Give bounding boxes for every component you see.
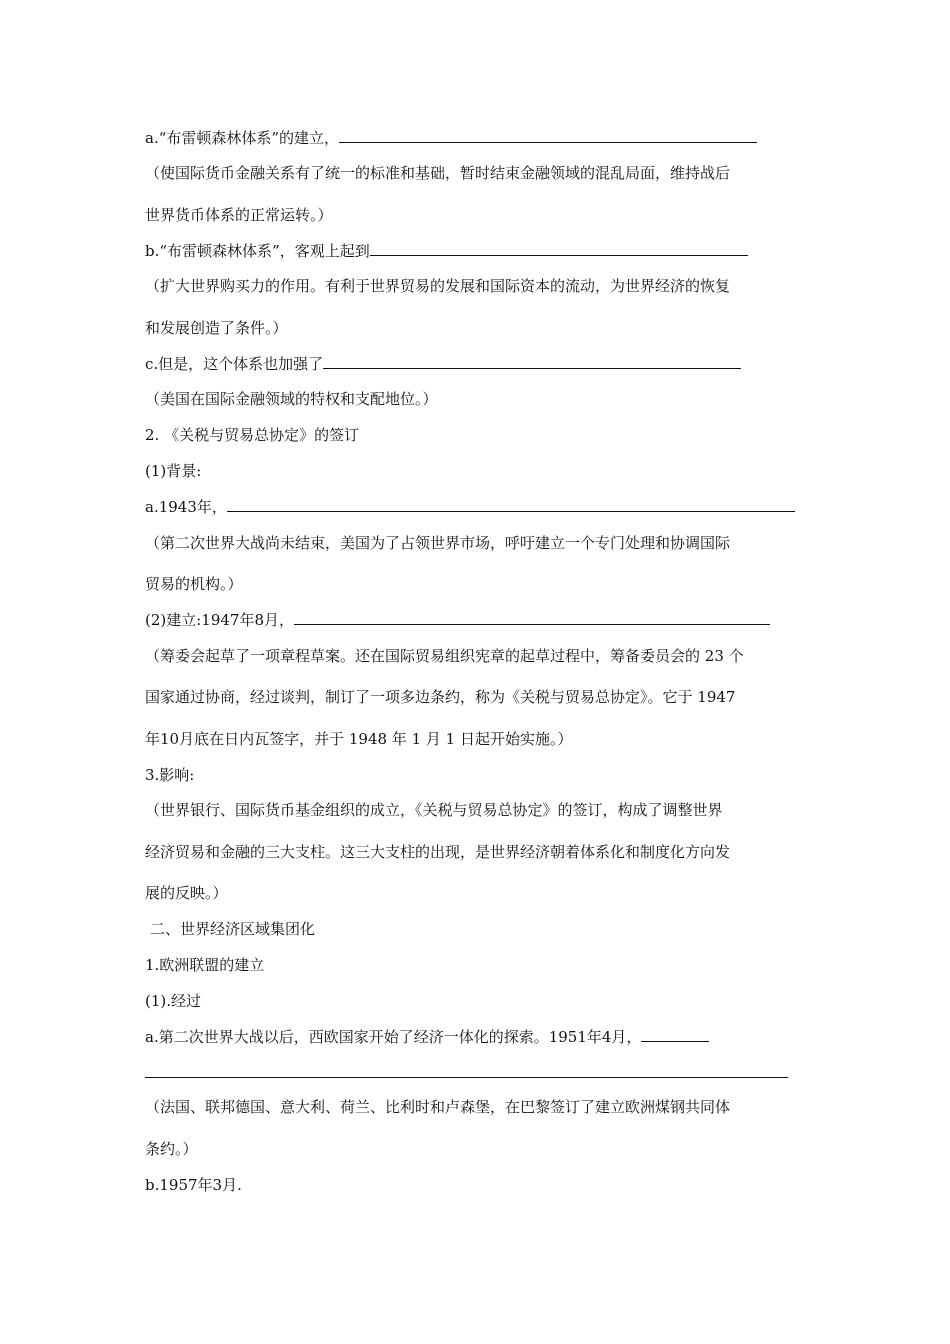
answer-text: （筹委会起草了一项章程草案。还在国际贸易组织宪章的起草过程中，筹备委员会的 23 个	[145, 647, 744, 665]
question-a-1951	[145, 1027, 709, 1049]
impact-label: 3.影响:	[145, 766, 195, 784]
background-label: (1)背景:	[145, 462, 202, 480]
answer-text: 条约。）	[145, 1140, 198, 1158]
section-heading-regional: 二、世界经济区域集团化	[150, 920, 316, 938]
answer-text: 贸易的机构。）	[145, 575, 243, 593]
question-text: a.“布雷顿森林体系”的建立，	[145, 129, 340, 147]
answer-blank	[641, 1027, 709, 1042]
answer-text: 世界货币体系的正常运转。）	[145, 206, 333, 224]
answer-text: 展的反映。）	[145, 884, 228, 902]
question-a-1943	[145, 497, 795, 519]
question-text: b.“布雷顿森林体系”，客观上起到	[145, 242, 370, 260]
answer-blank	[294, 610, 770, 625]
question-a-bretton	[145, 128, 757, 150]
question-text: c.但是，这个体系也加强了	[145, 355, 324, 373]
answer-text: （世界银行、国际货币基金组织的成立，《关税与贸易总协定》的签订，构成了调整世界	[145, 801, 723, 819]
answer-blank	[323, 354, 741, 369]
section-heading-gatt: 2. 《关税与贸易总协定》的签订	[145, 426, 360, 444]
answer-text: 和发展创造了条件。）	[145, 319, 288, 337]
answer-text: （法国、联邦德国、意大利、荷兰、比利时和卢森堡，在巴黎签订了建立欧洲煤钢共同体	[145, 1098, 731, 1116]
answer-text: （扩大世界购买力的作用。有利于世界贸易的发展和国际资本的流动，为世界经济的恢复	[145, 277, 731, 295]
question-c	[145, 354, 741, 376]
question-b-bretton	[145, 241, 748, 263]
answer-text: 经济贸易和金融的三大支柱。这三大支柱的出现，是世界经济朝着体系化和制度化方向发	[145, 843, 731, 861]
answer-blank	[227, 497, 795, 512]
answer-rule	[145, 1077, 788, 1078]
question-establish	[145, 610, 770, 632]
question-text: a.第二次世界大战以后，西欧国家开始了经济一体化的探索。1951年4月，	[145, 1028, 642, 1046]
answer-text: 国家通过协商，经过谈判，制订了一项多边条约，称为《关税与贸易总协定》。它于 1947	[145, 688, 736, 706]
answer-blank	[370, 241, 748, 256]
answer-text: （使国际货币金融关系有了统一的标准和基础，暂时结束金融领域的混乱局面，维持战后	[145, 164, 731, 182]
answer-text: 年10月底在日内瓦签字，并于 1948 年 1 月 1 日起开始实施。）	[145, 730, 573, 748]
question-text: a.1943年，	[145, 498, 227, 516]
question-b-1957: b.1957年3月.	[145, 1176, 242, 1194]
answer-text: （第二次世界大战尚未结束，美国为了占领世界市场，呼吁建立一个专门处理和协调国际	[145, 534, 731, 552]
question-text: (2)建立:1947年8月，	[145, 611, 295, 629]
process-label: (1).经过	[145, 992, 202, 1010]
answer-blank	[339, 128, 757, 143]
answer-text: （美国在国际金融领域的特权和支配地位。）	[145, 390, 438, 408]
eu-heading: 1.欧洲联盟的建立	[145, 956, 265, 974]
